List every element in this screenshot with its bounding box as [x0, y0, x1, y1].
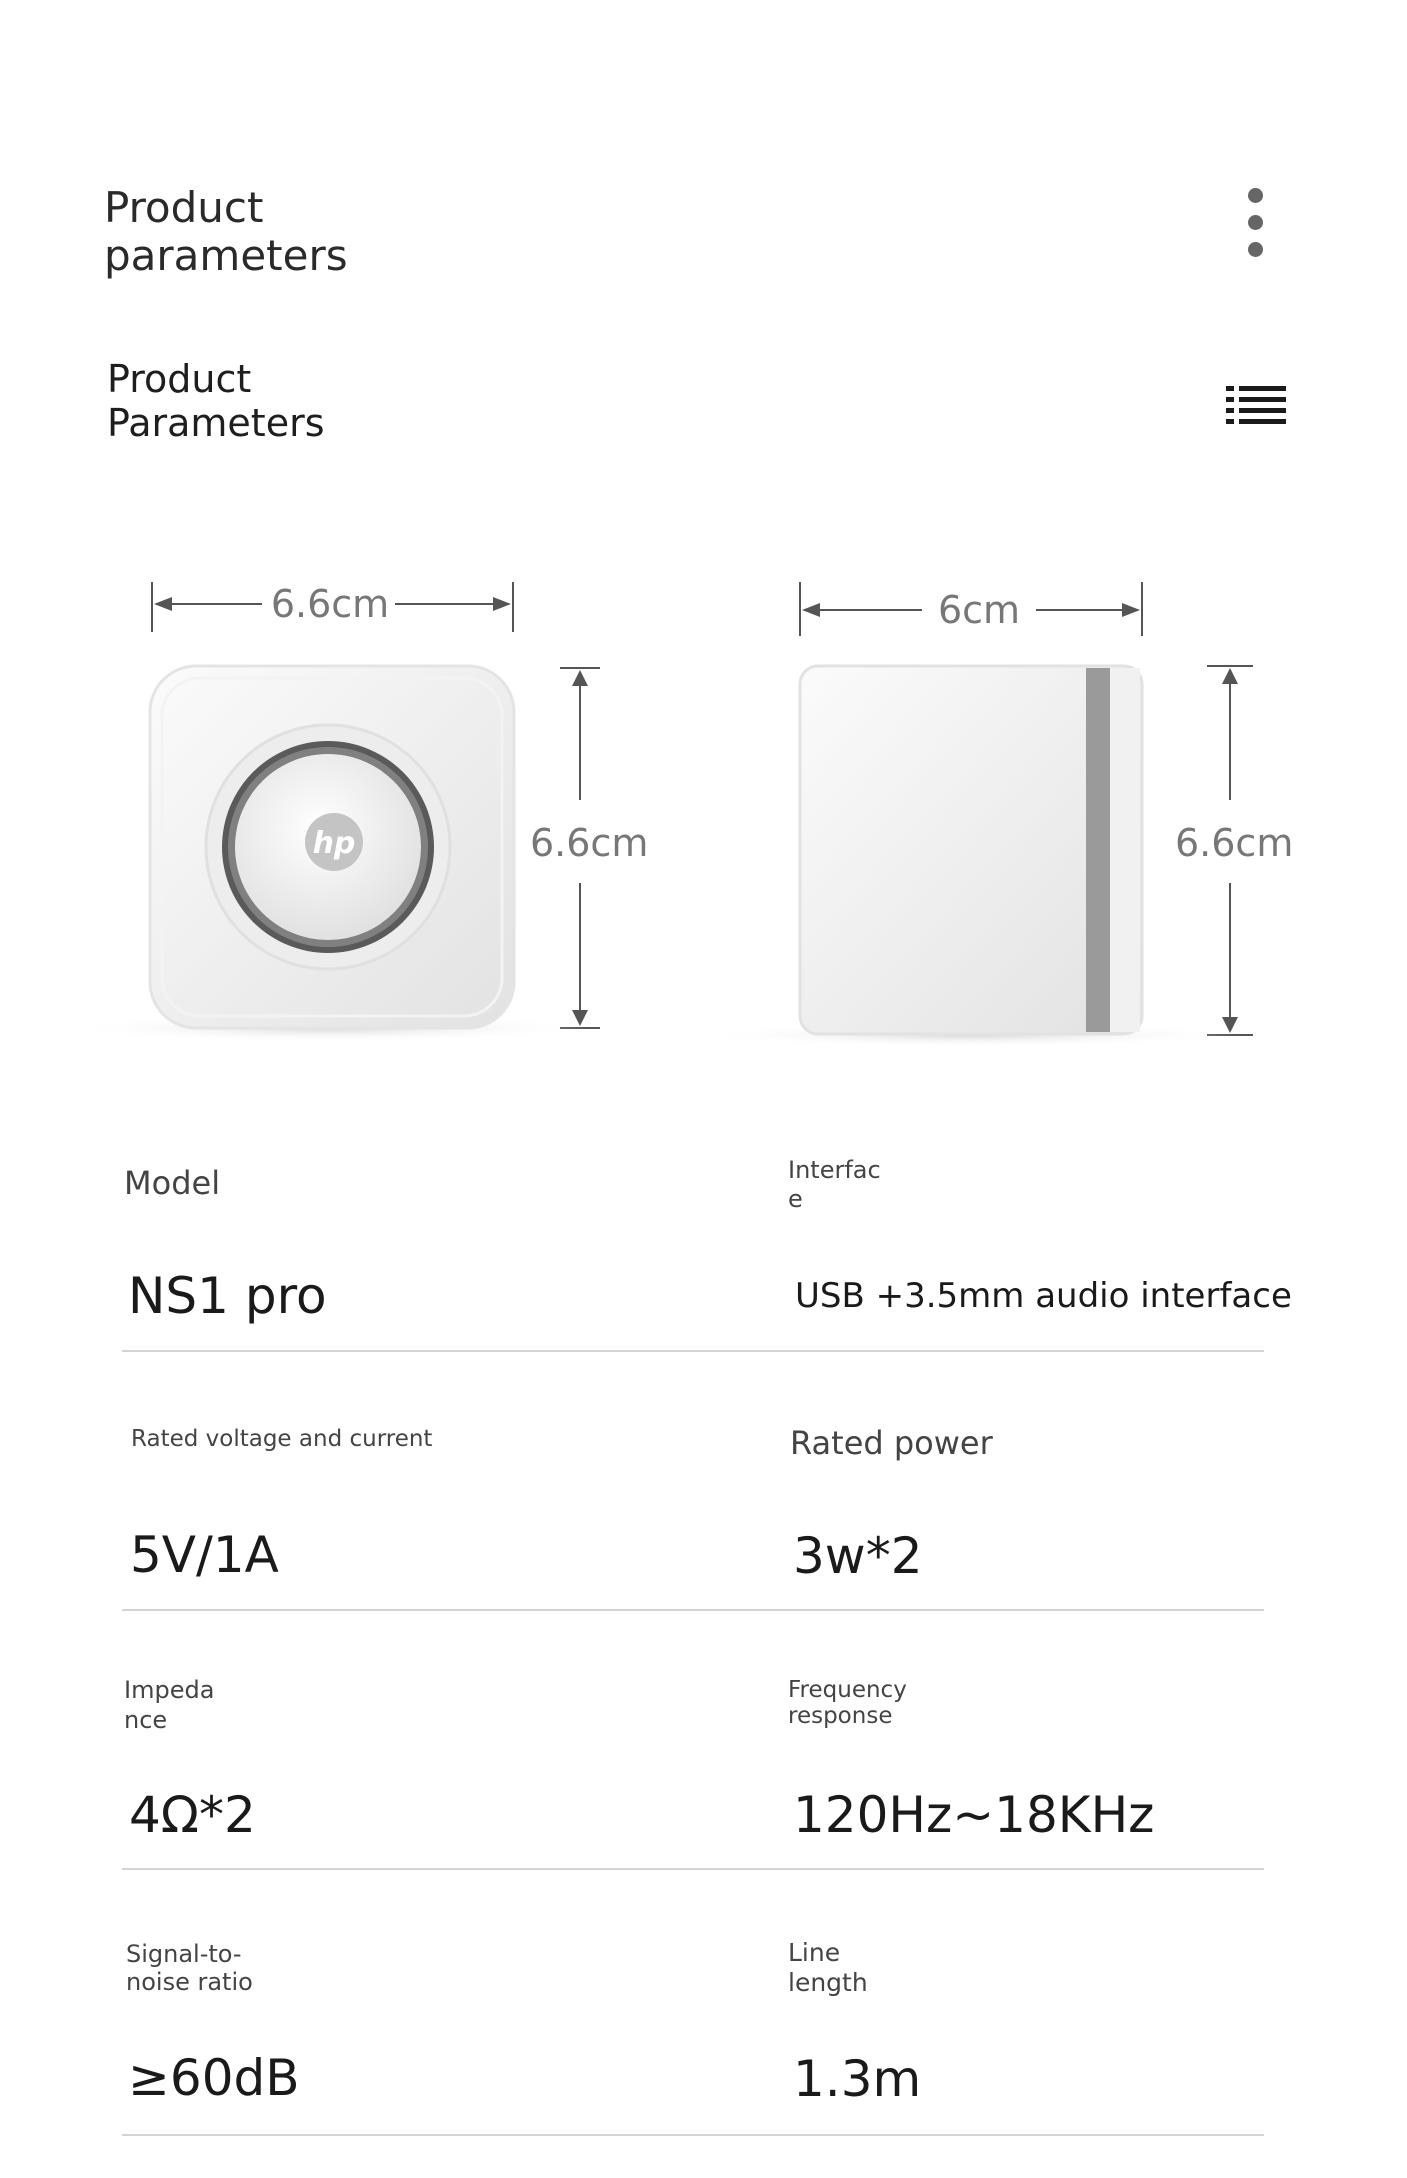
front-width-label: 6.6cm [270, 582, 390, 626]
spec-value-impedance: 4Ω*2 [129, 1786, 256, 1844]
spec-value-signal-to-noise: ≥60dB [128, 2049, 300, 2107]
spec-label-impedance: Impeda nce [124, 1676, 215, 1734]
spec-label-frequency-response: Frequency response [788, 1677, 907, 1729]
product-dimension-figure [0, 560, 1407, 1080]
front-height-label: 6.6cm [530, 821, 649, 865]
spec-value-interface: USB +3.5mm audio interface [795, 1276, 1292, 1316]
side-height-label: 6.6cm [1175, 821, 1294, 865]
spec-label-rated-voltage: Rated voltage and current [131, 1426, 433, 1452]
spec-label-interface: Interfac e [788, 1156, 881, 1213]
page-title: Product parameters [104, 183, 348, 280]
spec-value-rated-voltage: 5V/1A [130, 1526, 279, 1584]
hp-logo: hp [312, 826, 356, 861]
divider [122, 2134, 1264, 2136]
section-title: Product Parameters [107, 357, 325, 445]
spec-value-line-length: 1.3m [793, 2050, 922, 2108]
spec-label-signal-to-noise: Signal-to- noise ratio [126, 1940, 253, 1996]
spec-value-frequency-response: 120Hz~18KHz [793, 1786, 1155, 1844]
more-options-icon[interactable] [1240, 188, 1270, 268]
spec-label-model: Model [124, 1164, 221, 1202]
spec-label-line-length: Line length [788, 1938, 868, 1997]
spec-label-rated-power: Rated power [790, 1424, 993, 1462]
side-depth-label: 6cm [937, 588, 1021, 632]
list-icon[interactable] [1226, 382, 1286, 430]
divider [122, 1868, 1264, 1870]
divider [122, 1350, 1264, 1352]
spec-value-rated-power: 3w*2 [793, 1527, 923, 1585]
divider [122, 1609, 1264, 1611]
spec-value-model: NS1 pro [128, 1267, 327, 1325]
